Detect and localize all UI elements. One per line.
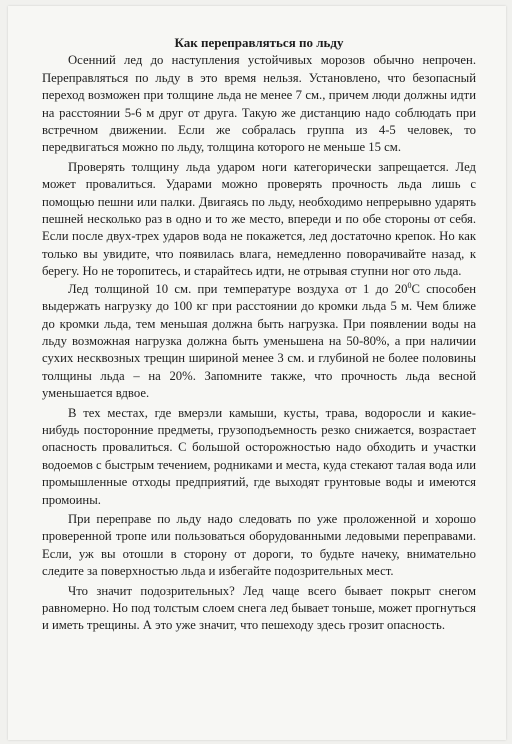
- document-body: [42, 34, 476, 635]
- paragraph-checking-thickness: Проверять толщину льда ударом ноги категорически запрещается. Лед может провалиться. Ударами можно проверять прочность льда лишь с помощью пешни или палки. Двигаясь по льду, необходимо непрерывно ударять пешней несколько раз в одно и то же место, впереди и по обе стороны от себя. Если после двух-трех ударов вода не покажется, лед достаточно крепок. Но как только вы увидите, что появилась влага, немедленно поворачивайте назад, к берегу. Но не торопитесь, и старайтесь идти, не отрывая ступни ног ото льда.: [42, 159, 476, 279]
- load-text-end: С способен выдержать нагрузку до 100 кг при расстоянии до кромки льда 5 м. Чем ближе до кромки льда, тем меньшая должна быть нагрузка. При появлении воды на льду возможная нагрузка должна быть уменьшена на 50-80%, а при наличии сухих несквозных трещин шириной менее 3 см. и глубиной не более половины толщины льда – на 20%. Запомните также, что прочность льда весной уменьшается вдвое.: [42, 281, 477, 401]
- load-text-start: Лед толщиной 10 см. при температуре воздуха от 1 до 20: [68, 281, 408, 296]
- document-title: Как переправляться по льду: [174, 35, 344, 50]
- document-page: [8, 6, 506, 740]
- degree-superscript: 0: [407, 280, 412, 290]
- paragraph-suspicious-places: Что значит подозрительных? Лед чаще всего бывает покрыт снегом равномерно. Но под толстым слоем снега лед бывает тоньше, может прогнуться и иметь трещины. А это уже значит, что пешеходу здесь грозит опасность.: [42, 583, 476, 633]
- paragraph-dangerous-places: В тех местах, где вмерзли камыши, кусты, трава, водоросли и какие-нибудь посторонние предметы, грузоподъемность резко снижается, возрастает опасность провалиться. С большой осторожностью надо обходить и участки водоемов с быстрым течением, родниками и места, куда стекают талая вода или промышленные отходы предприятий, где выходят грунтовые воды и имеются промоины.: [42, 405, 476, 507]
- paragraph-autumn-ice: Осенний лед до наступления устойчивых морозов обычно непрочен. Переправляться по льду в это время нельзя. Установлено, что безопасный переход возможен при толщине льда не менее 7 см., причем люди должны идти на расстоянии 5-6 м друг от друга. Такую же дистанцию надо соблюдать при встречном движении. Если же собралась группа из 4-5 человек, то передвигаться можно по льду, толщина которого не меньше 15 см.: [42, 53, 476, 155]
- paragraph-load-capacity: [42, 281, 476, 403]
- paragraph-crossing-route: При переправе по льду надо следовать по уже проложенной и хорошо проверенной тропе или пользоваться оборудованными ледовыми переправами. Если, уж вы отошли в сторону от дороги, то будьте начеку, внимательно следите за поверхностью льда и избегайте подозрительных мест.: [42, 511, 476, 579]
